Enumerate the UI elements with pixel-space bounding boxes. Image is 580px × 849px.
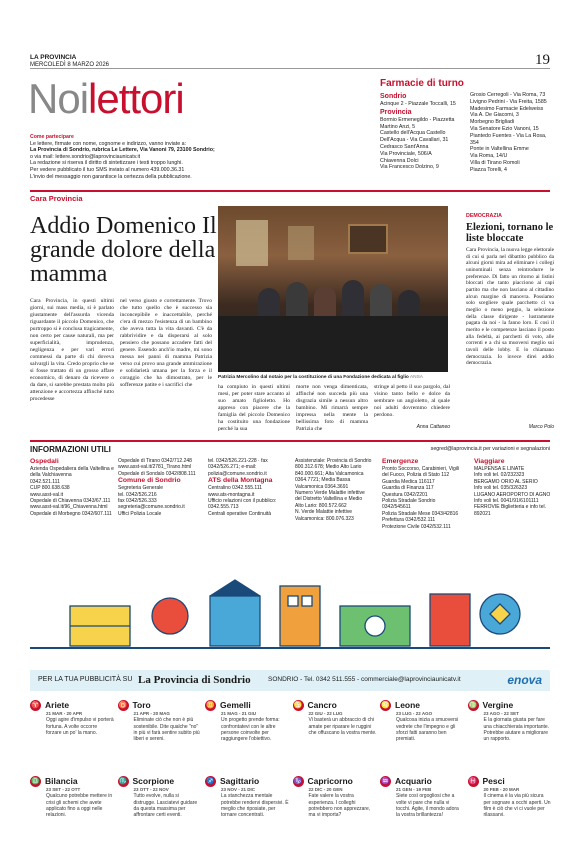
sign-text: Eliminate ciò che non è più sostenibile. Dite qualche "no" in più vi farà sentire subito più liberi e sereni.: [133, 717, 200, 743]
pharmacies-col-2: [470, 92, 552, 174]
participate-tag: Come partecipare: [30, 134, 74, 140]
horoscope-sign: [380, 700, 464, 742]
list-item: www.asst-val.it/96_Chiavenna.html: [30, 504, 108, 511]
intro-line: Le lettere, firmate con nome, cognome e indirizzo, vanno inviate a:: [30, 140, 187, 147]
ad-band[interactable]: [30, 670, 550, 691]
article-photo: [218, 206, 448, 372]
list-item: Uffici Polizia Locale: [118, 510, 162, 517]
list-item: Ospedale di Sondalo 0342/808.111: [118, 470, 196, 477]
issue-date: MERCOLEDÌ 8 MARZO 2026: [30, 62, 110, 68]
horoscope-sign: [380, 776, 464, 818]
info-col-1: [30, 458, 114, 517]
info-col-2: [118, 458, 204, 517]
article-column-5: stringe al petto il suo pargolo, dal visino tanto bello e dolce da sembrare un angioletto, al quale noi adulti dovremmo chiedere perdono.: [374, 384, 450, 418]
zodiac-icon: ♏: [118, 778, 128, 786]
article-column-2: nel verso giusto e correttamente. Trovo che tutto quello che è successo sia inconcepibile e inaccettabile, perché c'era di mezzo l'esistenza di un bambino che aveva tutta la vita davanti. C'è da rabbrividire e da disperarsi al solo pensiero che possano accadere fatti del genere. Essendo anch'io madre, mi sono messa nei panni di mamma Patrizia verso cui provo una grande ammirazione e solidarietà umana per la forza e il coraggio che ha dimostrato, per le sofferenze patite e i sacrifici che: [120, 298, 212, 388]
info-col-5: [382, 458, 472, 530]
list-item: Via A. De Giacomi, 3: [470, 112, 519, 119]
section-bar: [30, 190, 550, 201]
list-item: N. Verde Malattie infettive: [295, 509, 352, 516]
sign-text: Un progetto prende forma: confrontatevi con le altre persone coinvolte per raggiungere l'obiettivo.: [221, 717, 280, 743]
masthead: [30, 54, 109, 69]
sign-name: Pesci: [482, 776, 505, 786]
ad-brand: La Provincia di Sondrio: [138, 674, 251, 686]
side-tag: DEMOCRAZIA: [466, 213, 502, 219]
list-heading: Provincia: [380, 108, 412, 116]
sign-dates: 22 GIU - 22 LUG: [308, 711, 343, 717]
zodiac-icon: ♌: [381, 702, 390, 710]
ad-illustration: [30, 566, 550, 662]
list-item: Chiavenna Dolci: [380, 157, 419, 164]
section-label: Cara Provincia: [30, 194, 83, 203]
sign-dates: 23 SET - 22 OTT: [46, 787, 81, 793]
list-item: Via Roma, 14/U: [470, 153, 508, 160]
list-item: tel. 0342/526.216: [118, 491, 157, 498]
list-item: 800.312.678; Medio Alto Lario: [295, 464, 362, 471]
horoscope-sign: [30, 776, 114, 818]
list-item: Centralino 0342.555.111: [208, 485, 263, 492]
page-number: 19: [535, 52, 550, 68]
caption-credit: ANSA: [409, 375, 423, 380]
sign-text: Fate valere la vostra esperienza. I colleghi potrebbero non apprezzare, ma vi importa?: [308, 793, 371, 819]
list-item: Info voli tel. 02/232323: [474, 472, 525, 479]
list-item: Livigno Pedrini - Via Freita, 1585: [470, 98, 547, 105]
sign-text: Tutto evolve, nulla si distrugge. Lasciatevi guidare da questa massima per affrontare certi eventi.: [133, 793, 198, 819]
top-divider: [30, 68, 550, 69]
list-item: CUP 800.638.638: [30, 485, 70, 492]
paper-name: LA PROVINCIA: [30, 54, 77, 61]
horoscope-sign: [468, 776, 552, 818]
list-item: Numero Verde Malattie infettive: [295, 490, 365, 497]
list-item: LUGANO AEROPORTO DI AGNO: [474, 491, 551, 498]
horoscope-sign: [205, 776, 289, 818]
sign-text: Qualcosa inizia a smuoversi vedrete che l'impegno e gli sforzi fatti saranno ben premiati.: [396, 717, 459, 743]
list-item: Guardia Medica 116117: [382, 478, 435, 485]
list-item: 840.000.661; Alta Valcamonica: [295, 470, 364, 477]
info-col-4: [295, 458, 379, 522]
sign-name: Bilancia: [45, 776, 78, 786]
sign-dates: 23 OTT - 22 NOV: [133, 787, 169, 793]
sign-name: Sagittario: [220, 776, 260, 786]
zodiac-icon: ♎: [31, 778, 40, 786]
list-item: Bormio Ermenegildo - Piazzetta: [380, 116, 455, 123]
zodiac-icon: ♉: [118, 702, 128, 710]
side-headline: Elezioni, tornano le liste bloccate: [466, 222, 554, 244]
list-item: Pronto Soccorso, Carabinieri, Vigili: [382, 466, 460, 472]
sign-name: Scorpione: [132, 776, 175, 786]
pharmacies-col-1: [380, 92, 470, 171]
list-item: Ufficio relazioni con il pubblico:: [208, 498, 277, 505]
article-column-3: ha compiuto in questi ultimi mesi, per poter stare accanto al suo amato figlioletto. Ho appreso con piacere che la famiglia del piccolo Domenico ha costituito una fondazione perché la sua: [218, 384, 290, 432]
info-col-3: [208, 458, 294, 517]
info-title: INFORMAZIONI UTILI: [30, 445, 111, 454]
list-heading: Emergenze: [382, 458, 419, 465]
list-item: www.asst-val.it/2781_Tirano.html: [118, 464, 192, 471]
list-item: 0342/545611: [382, 504, 411, 511]
list-item: Polizia Stradale Sondrio: [382, 498, 436, 505]
intro-line: L'invio del messaggio non garantisce la certezza della pubblicazione.: [30, 173, 192, 180]
sign-dates: 21 APR - 20 MAG: [133, 711, 170, 717]
list-item: Ospedale di Chiavenna 0343/67.111: [30, 498, 111, 505]
article-headline: Addio Domenico Il grande dolore della mamma: [30, 213, 217, 287]
how-to-participate: [30, 134, 360, 180]
side-signature: Marco Polo: [528, 424, 554, 430]
sign-name: Gemelli: [220, 700, 251, 710]
list-item: Guardia di Finanza 117: [382, 485, 434, 492]
list-item: Via Senatore Ezio Vanoni, 15: [470, 125, 539, 132]
sign-text: Il cinema è la via più sicura per sognare a occhi aperti. Un film è ciò che vi ci vuole per rilassarvi.: [483, 793, 551, 819]
ad-text: PER LA TUA PUBBLICITÀ SU: [38, 676, 133, 683]
list-item: Ospedale di Morbegno 0342/607.111: [30, 510, 112, 517]
sign-dates: 23 NOV - 21 DIC: [221, 787, 256, 793]
horoscope-sign: [30, 700, 114, 736]
list-heading: Comune di Sondrio: [118, 477, 181, 485]
list-item: Morbegno Brigliadi: [470, 119, 515, 126]
sign-name: Vergine: [482, 700, 514, 710]
list-item: Protezione Civile 0342/532.111: [382, 523, 451, 530]
zodiac-icon: ♒: [381, 778, 390, 786]
sign-dates: 21 MAR - 20 APR: [46, 711, 83, 717]
list-item: tel. 0342/526.221-228 · fax: [208, 458, 268, 464]
sign-name: Acquario: [395, 776, 432, 786]
list-item: Info voli tel. 035/326323: [474, 485, 528, 492]
sign-text: E la giornata giusta per fare una chiacchierata importante. Potrebbe aiutare a migliorare un rapporto.: [483, 717, 550, 743]
sign-text: Vi basterà un abbraccio di chi amate per riparare le ruggini che offuscano la vostra mente.: [308, 717, 377, 736]
list-item: 892021: [474, 510, 491, 517]
sign-dates: 21 GEN - 19 FEB: [396, 787, 432, 793]
list-item: Dell'Acqua - Via Cavallari, 31: [380, 137, 449, 144]
list-item: Info voli tel. 0041/91/6101111: [474, 498, 539, 505]
zodiac-icon: ♓: [468, 778, 478, 786]
horoscope-sign: [293, 700, 377, 736]
info-contact[interactable]: segred@laprovincia.it per variazioni e segnalazioni: [430, 446, 550, 452]
list-item: www.ats-montagna.it: [208, 491, 255, 498]
sign-text: Oggi agire d'impulso vi porterà fortuna. A volte occorre forzare un po' la mano.: [46, 717, 114, 736]
list-item: Villa di Tirano Romoli: [470, 159, 520, 166]
intro-line: Per vedere pubblicato il tuo SMS inviato al numero 439.000.36.31: [30, 166, 185, 173]
list-item: Ospedale di Tirano 0342/712.248: [118, 458, 192, 464]
horoscope-sign: [118, 700, 202, 742]
zodiac-icon: ♋: [293, 702, 303, 710]
list-item: MALPENSA E LINATE: [474, 466, 525, 472]
list-item: Segreteria Generale: [118, 485, 164, 492]
list-item: www.asst-val.it: [30, 491, 64, 498]
list-item: Polizia Stradale Mese 0343/42816: [382, 510, 459, 517]
list-item: Martino Anzi, 5: [380, 123, 416, 130]
list-item: Via Provinciale, 506/A: [380, 150, 432, 157]
list-item: Valcamonica 0364.3691: [295, 483, 349, 490]
article-signature: Anna Cattaneo: [416, 424, 450, 430]
sign-text: Siete così orgogliosi che a volte vi pare che nulla vi tocchi. Agite, il mondo adora la vostra brillantezza!: [396, 793, 459, 819]
photo-caption: [218, 375, 448, 380]
list-item: fax 0342/526.333: [118, 498, 157, 505]
list-item: Acinque 2 - Piazzale Toccalli, 15: [380, 101, 456, 107]
intro-email[interactable]: o via mail: lettere.sondrio@laprovinciaunicatv.it: [30, 153, 141, 160]
zodiac-icon: ♊: [206, 702, 215, 710]
section-logo: [28, 76, 184, 122]
list-item: del Distretto Valtellina e Medio: [295, 496, 363, 503]
logo-part-lettori: lettori: [88, 75, 184, 122]
list-heading: Viaggiare: [474, 458, 505, 465]
list-item: FERROVIE Biglietteria e info tel.: [474, 504, 546, 511]
list-item: 0364.7721; Media Bassa: [295, 477, 351, 484]
sign-name: Cancro: [307, 700, 337, 710]
zodiac-icon: ♐: [206, 778, 215, 786]
list-heading: Ospedali: [30, 458, 59, 465]
zodiac-icon: ♍: [468, 702, 478, 710]
sign-name: Ariete: [45, 700, 70, 710]
list-item: Grosio Cerregoli - Via Roma, 73: [470, 92, 546, 98]
list-item: Azienda Ospedaliera della Valtellina e della Valchiavenna: [30, 466, 114, 479]
pharmacies-title: Farmacie di turno: [380, 78, 464, 89]
list-heading: ATS della Montagna: [208, 477, 273, 485]
sign-text: La stanchezza mentale potrebbe rendervi dispersivi. È meglio che riposiate, per tornare concentrati.: [221, 793, 289, 819]
list-item: Alto Lario: 800.572.662: [295, 502, 347, 509]
list-item: Ponte in Valtellina Emme: [470, 146, 529, 153]
list-item: Piazza Torelli, 4: [470, 166, 507, 173]
intro-line: La redazione si riserva il diritto di sintetizzare i testi troppo lunghi.: [30, 160, 183, 167]
list-item: 0342.521.111: [30, 478, 60, 485]
horoscope-sign: [293, 776, 377, 818]
article-column-4: morte non venga dimenticata, affinché non succeda più una disgrazia simile a nessun altro bambino. Mi rimarrà sempre impressa nella mente la bellissima foto di mamma Patrizia che: [296, 384, 368, 432]
sign-dates: 21 MAG - 21 GIU: [221, 711, 257, 717]
sign-dates: 20 FEB - 20 MAR: [483, 787, 520, 793]
article-column-1: Cara Provincia, in questi ultimi giorni, sui mass media, si è parlato giustamente dell'assurda vicenda riguardante il piccolo Domenico, che purtroppo si è conclusa tragicamente, non certo per cause naturali, ma per superficialità, imprudenza, negligenza e per vari errori commessi da parte di chi doveva salvargli la vita. Credo proprio che se si fosse trattato di un grosso affare economico, di denaro da ricevere o da dare, si sarebbe prestata molto più attenzione e accortezza affinché tutto procedesse: [30, 298, 114, 402]
list-item: polizia@comune.sondrio.it: [208, 470, 267, 477]
caption-text: Patrizia Mercolino dal notaio per la costituzione di una Fondazione dedicata al figlio: [218, 375, 409, 380]
list-item: Via Francesco Dolzino, 9: [380, 164, 439, 171]
sign-dates: 23 AGO - 22 SET: [483, 711, 519, 717]
list-item: Madesimo Farmacie Edelweiss: [470, 105, 544, 112]
list-item: 0342/526.271; e-mail:: [208, 464, 257, 471]
list-item: Valcamonica: 800.076.323: [295, 515, 354, 522]
list-item: Centrali operative Continuità: [208, 510, 272, 517]
sign-name: Capricorno: [307, 776, 353, 786]
info-col-6: [474, 458, 554, 517]
list-item: Piantedo Fuentes - Via La Rosa, 354: [470, 132, 547, 146]
list-item: segreteria@comune.sondrio.it: [118, 504, 185, 511]
ad-contact: SONDRIO - Tel. 0342 511.555 - commerciale@laprovinciaunicatv.it: [268, 676, 461, 683]
sign-text: Qualcuno potrebbe mettere in crisi gli schemi che avete applicato fino a oggi nelle relazioni.: [46, 793, 113, 819]
intro-line: La Provincia di Sondrio, rubrica Le Lettere, Via Vanoni 79, 23100 Sondrio;: [30, 147, 215, 154]
side-body: Cara Provincia, la nuova legge elettorale di cui si parla nel dibattito pubblico da alcuni giorni mira ad eliminare i collegi uninominali senza reintrodurre le preferenze. Di fatto un ritorno ai listini bloccati che tanto piacciono ai capi partito ma che non lasciano al cittadino alcun margine di manovra. Possiamo solo scegliere quale pacchetto ci va meglio o meno peggio, la selezione della classe dirigente - lustramente pagata da noi - la fanno loro. E così il merito e le competenze lasciano il posto alla fedeltà, ai parchetti di voto, alle correnti e a chi sa muoversi meglio sui tavoli delle lobby. E lo chiamano democrazia. Io invece direi addio democrazia.: [466, 247, 554, 367]
list-item: Questura 0342/2201: [382, 491, 428, 498]
logo-part-noi: Noi: [28, 75, 89, 122]
list-item: Cedrasco Sant'Anna: [380, 143, 429, 150]
list-item: Prefettura 0342/532.111: [382, 517, 436, 524]
list-item: Assistenziale: Provincia di Sondrio: [295, 458, 372, 464]
list-item: del Fuoco, Polizia di Stato 112: [382, 472, 450, 479]
info-header: [30, 440, 550, 454]
horoscope-sign: [468, 700, 552, 742]
list-heading: Sondrio: [380, 93, 407, 100]
sign-name: Leone: [395, 700, 421, 710]
list-item: 0342.555.713: [208, 504, 239, 511]
sign-dates: 23 LUG - 22 AGO: [396, 711, 433, 717]
list-item: BERGAMO ORIO AL SERIO: [474, 478, 538, 485]
horoscope-sign: [118, 776, 202, 818]
zodiac-icon: ♑: [293, 778, 303, 786]
sign-name: Toro: [132, 700, 151, 710]
enova-logo: enova: [507, 673, 542, 687]
horoscope-sign: [205, 700, 289, 742]
list-item: Castello dell'Acqua Castello: [380, 130, 446, 137]
sign-dates: 22 DIC - 20 GEN: [308, 787, 343, 793]
zodiac-icon: ♈: [31, 702, 40, 710]
